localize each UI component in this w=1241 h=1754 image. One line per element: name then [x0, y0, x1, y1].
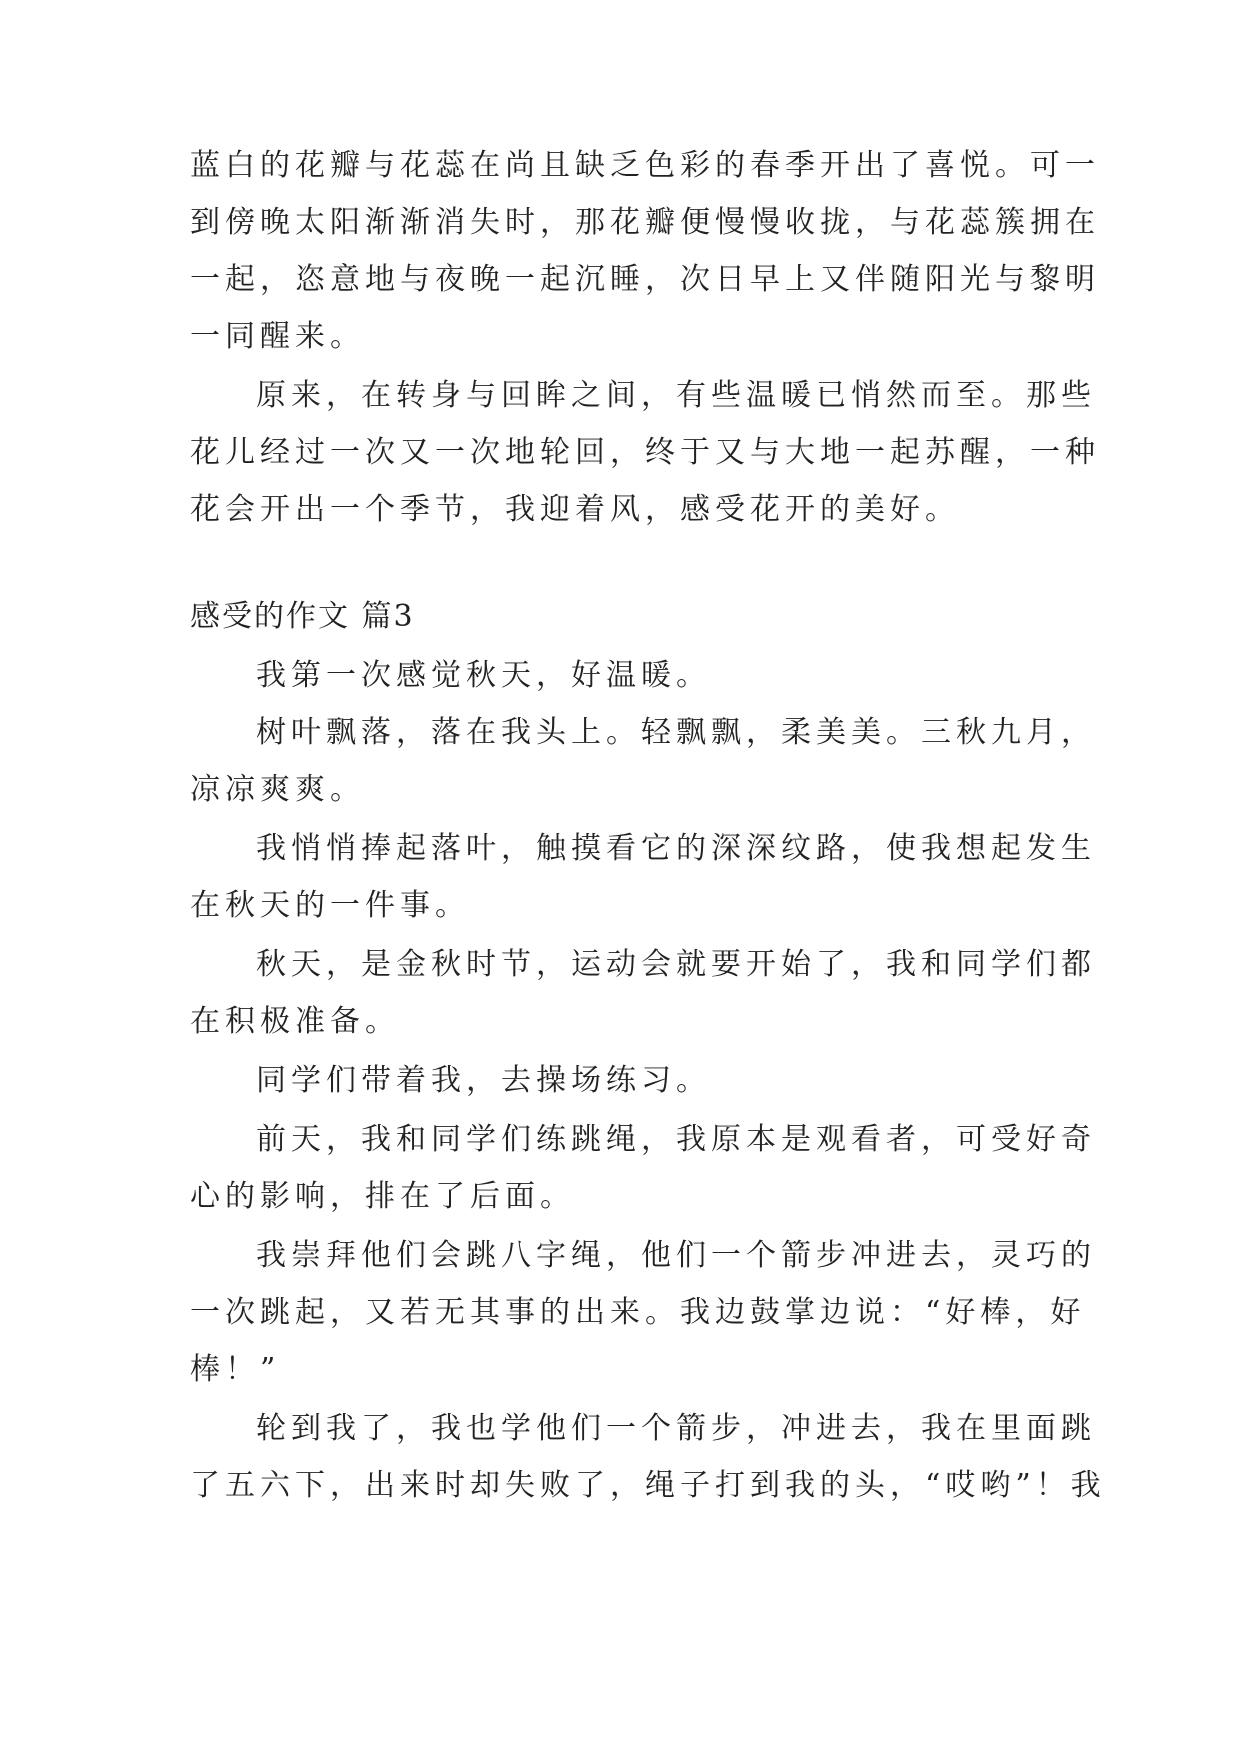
paragraph-line: 同学们带着我，去操场练习。	[256, 1063, 711, 1098]
paragraph-line: 一起，恣意地与夜晚一起沉睡，次日早上又伴随阳光与黎明	[190, 262, 1100, 297]
paragraph-line: 棒！”	[190, 1352, 281, 1387]
paragraph-line: 花会开出一个季节，我迎着风，感受花开的美好。	[190, 492, 960, 527]
paragraph-line: 一次跳起，又若无其事的出来。我边鼓掌边说：“好棒，好	[190, 1295, 1086, 1330]
paragraph-line: 前天，我和同学们练跳绳，我原本是观看者，可受好奇	[256, 1122, 1096, 1157]
paragraph-line: 凉凉爽爽。	[190, 772, 365, 807]
paragraph-line: 在秋天的一件事。	[190, 888, 470, 923]
section-heading: 感受的作文 篇3	[190, 599, 415, 634]
paragraph-line: 树叶飘落，落在我头上。轻飘飘，柔美美。三秋九月，	[256, 715, 1096, 750]
paragraph-line: 原来，在转身与回眸之间，有些温暖已悄然而至。那些	[256, 378, 1096, 413]
paragraph-line: 秋天，是金秋时节，运动会就要开始了，我和同学们都	[256, 947, 1096, 982]
paragraph-line: 了五六下，出来时却失败了，绳子打到我的头，“哎哟”！我	[190, 1468, 1106, 1503]
paragraph-line: 到傍晚太阳渐渐消失时，那花瓣便慢慢收拢，与花蕊簇拥在	[190, 205, 1100, 240]
paragraph-line: 花儿经过一次又一次地轮回，终于又与大地一起苏醒，一种	[190, 435, 1100, 470]
paragraph-line: 我崇拜他们会跳八字绳，他们一个箭步冲进去，灵巧的	[256, 1238, 1096, 1273]
paragraph-line: 一同醒来。	[190, 319, 365, 354]
paragraph-line: 蓝白的花瓣与花蕊在尚且缺乏色彩的春季开出了喜悦。可一	[190, 148, 1100, 183]
paragraph-line: 在积极准备。	[190, 1004, 400, 1039]
paragraph-line: 心的影响，排在了后面。	[190, 1179, 575, 1214]
paragraph-line: 轮到我了，我也学他们一个箭步，冲进去，我在里面跳	[256, 1411, 1096, 1446]
paragraph-line: 我第一次感觉秋天，好温暖。	[256, 658, 711, 693]
paragraph-line: 我悄悄捧起落叶，触摸看它的深深纹路，使我想起发生	[256, 831, 1096, 866]
